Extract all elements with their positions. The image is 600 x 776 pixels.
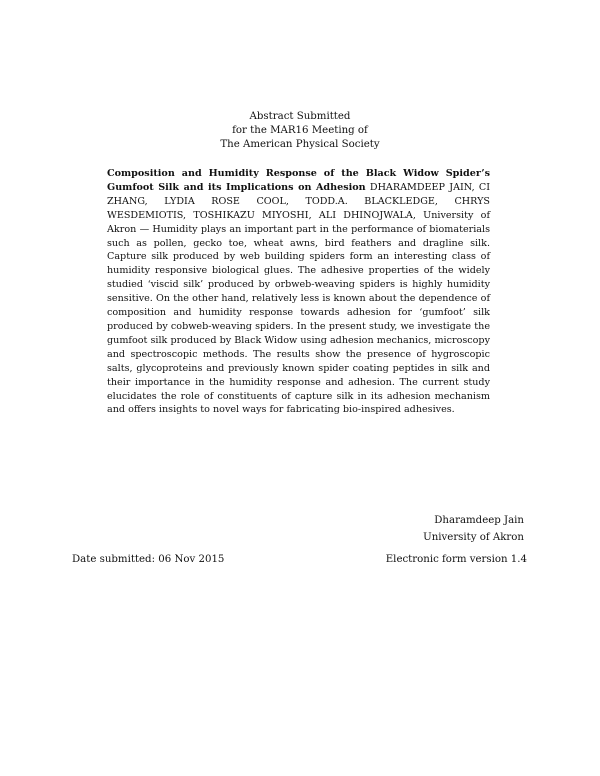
header-line-abstract-submitted: Abstract Submitted [249,111,351,122]
abstract-title: Composition and Humidity Response of the Black Widow Spider’s Gumfoot Silk and its Implications on Adhesion [107,168,490,193]
submission-header [0,110,600,152]
date-submitted: Date submitted: 06 Nov 2015 [72,554,225,565]
header-line-meeting: for the MAR16 Meeting of [232,125,368,136]
abstract-authors: DHARAMDEEP JAIN, CI ZHANG, LYDIA ROSE COOL, TODD.A. BLACKLEDGE, CHRYS WESDEMIOTIS, TOSHIKAZU MIYOSHI, ALI DHINOJWALA, University of Akron [107,181,490,235]
abstract-body [107,167,490,417]
abstract-text: — Humidity plays an important part in the performance of biomaterials such as pollen, gecko toe, wheat awns, bird feathers and dragline silk. Capture silk produced by web building spiders form an interesting class of humidity responsive biological glues. The adhesive properties of the widely studied ‘viscid silk’ produced by orbweb-weaving spiders is highly humidity sensitive. On the other hand, relatively less is known about the dependence of composition and humidity response towards adhesion for ‘gumfoot’ silk produced by cobweb-weaving spiders. In the present study, we investigate the gumfoot silk produced by Black Widow using adhesion mechanics, microscopy and spectroscopic methods. The results show the presence of hygroscopic salts, glycoproteins and previously known spider coating peptides in silk and their importance in the humidity response and adhesion. The current study elucidates the role of constituents of capture silk in its adhesion mechanism and offers insights to novel ways for fabricating bio-inspired adhesives. [107,223,490,416]
header-line-society: The American Physical Society [220,139,380,150]
signature-affiliation: University of Akron [423,532,524,543]
page-footer [72,553,527,567]
signature-block [423,512,524,546]
form-version: Electronic form version 1.4 [385,554,527,565]
signature-name: Dharamdeep Jain [434,515,524,526]
